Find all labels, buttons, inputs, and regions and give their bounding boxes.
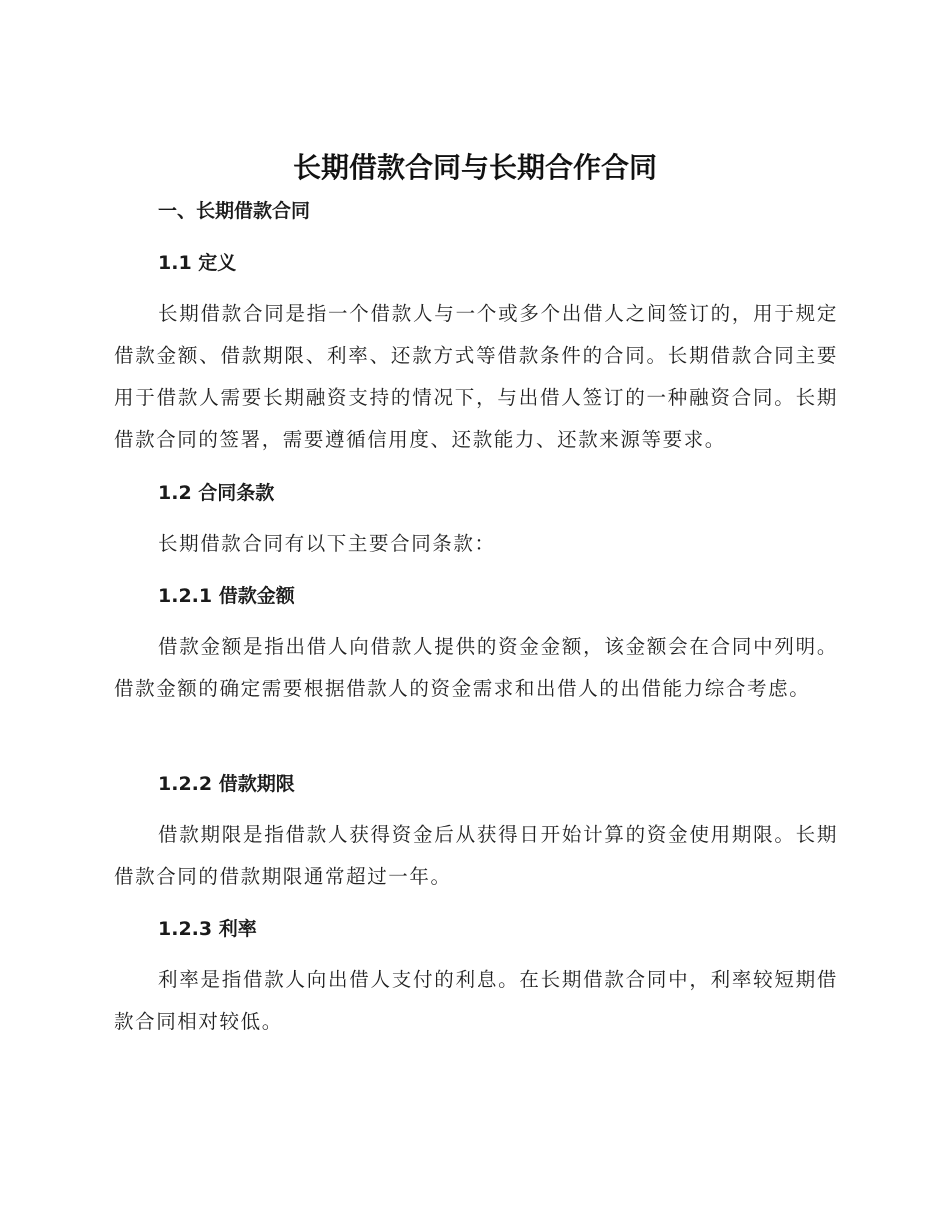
paragraph-loan-term: 借款期限是指借款人获得资金后从获得日开始计算的资金使用期限。长期借款合同的借款期限通常超过一年。 [114,823,838,888]
subsection-heading-loan-amount: 1.2.1 借款金额 [158,585,295,607]
paragraph-interest-rate: 利率是指借款人向出借人支付的利息。在长期借款合同中，利率较短期借款合同相对较低。 [114,968,838,1033]
document-title: 长期借款合同与长期合作合同 [292,151,657,184]
subsection-heading-definition: 1.1 定义 [158,252,237,274]
paragraph-loan-amount: 借款金额是指出借人向借款人提供的资金金额，该金额会在合同中列明。借款金额的确定需要根据借款人的资金需求和出借人的出借能力综合考虑。 [114,635,838,700]
paragraph-contract-terms-intro: 长期借款合同有以下主要合同条款： [158,532,496,555]
paragraph-definition: 长期借款合同是指一个借款人与一个或多个出借人之间签订的，用于规定借款金额、借款期限、利率、还款方式等借款条件的合同。长期借款合同主要用于借款人需要长期融资支持的情况下，与出借人签订的一种融资合同。长期借款合同的签署，需要遵循信用度、还款能力、还款来源等要求。 [114,302,838,451]
section-heading-long-term-loan: 一、长期借款合同 [158,200,311,222]
subsection-heading-interest-rate: 1.2.3 利率 [158,918,257,940]
subsection-heading-contract-terms: 1.2 合同条款 [158,482,275,504]
subsection-heading-loan-term: 1.2.2 借款期限 [158,773,295,795]
